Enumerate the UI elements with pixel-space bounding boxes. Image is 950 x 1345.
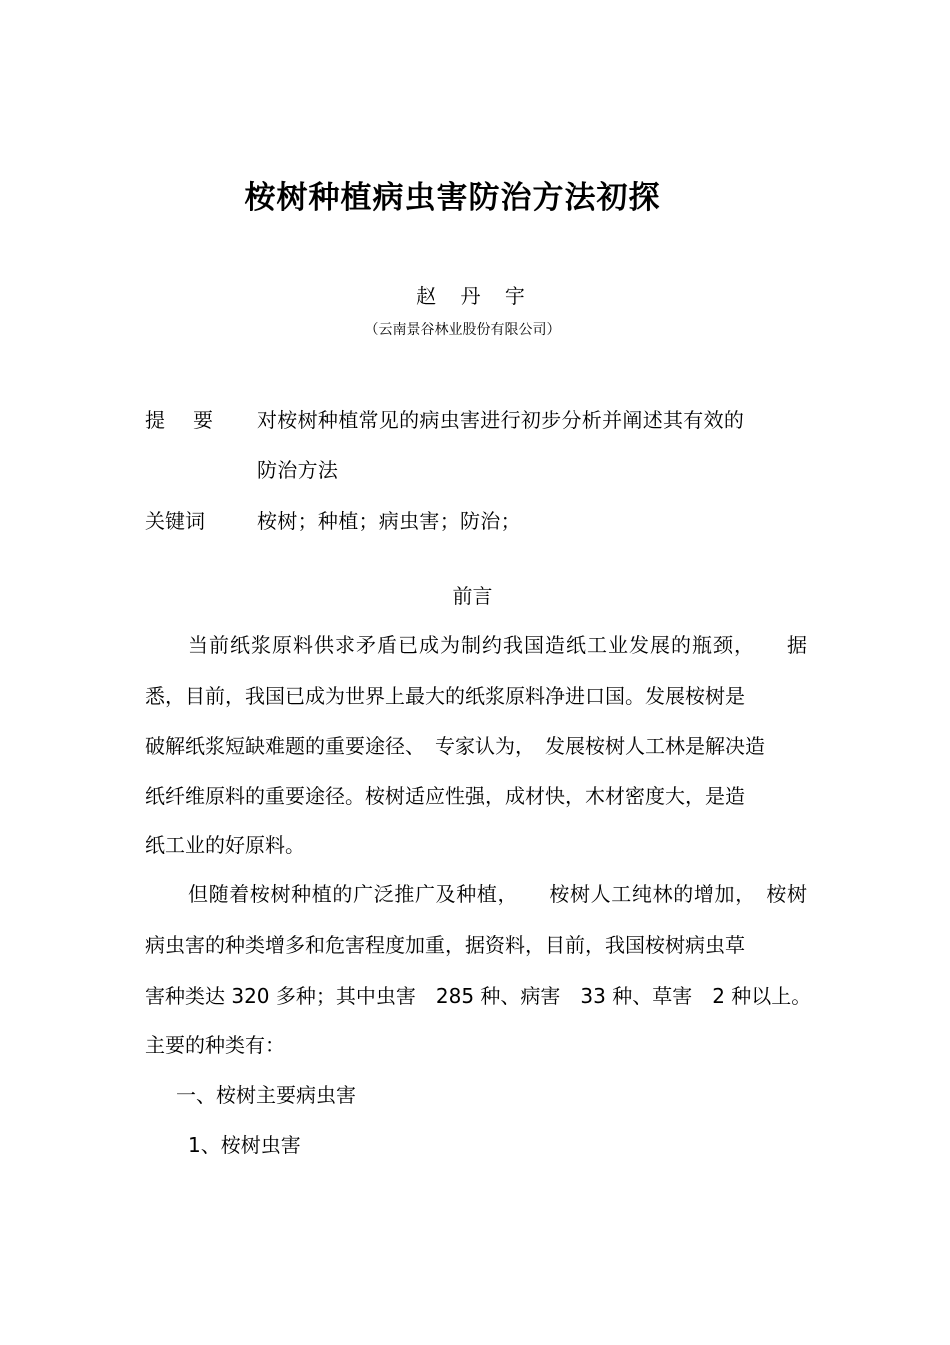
preface-para1-line-3: 破解纸浆短缺难题的重要途径、 专家认为， 发展桉树人工林是解决造 <box>145 734 765 758</box>
abstract-line-1: 对桉树种植常见的病虫害进行初步分析并阐述其有效的 <box>257 408 745 432</box>
preface-para1-line-1: 当前纸浆原料供求矛盾已成为制约我国造纸工业发展的瓶颈， 据 <box>188 633 807 657</box>
section-heading-pests: 一、桉树主要病虫害 <box>176 1083 356 1107</box>
preface-para1-line-4: 纸纤维原料的重要途径。桉树适应性强，成材快，木材密度大，是造 <box>145 784 745 808</box>
document-title: 桉树种植病虫害防治方法初探 <box>244 180 661 216</box>
preface-heading: 前言 <box>452 584 493 608</box>
keywords-label: 关键词 <box>145 509 205 533</box>
abstract-line-2: 防治方法 <box>257 458 339 482</box>
preface-para2-line-4: 主要的种类有： <box>145 1033 285 1057</box>
preface-para2-line-3: 害种类达 320 多种；其中虫害 285 种、病害 33 种、草害 2 种以上。 <box>145 984 812 1008</box>
subsection-heading-insects: 1、桉树虫害 <box>188 1133 301 1157</box>
preface-para2-line-2: 病虫害的种类增多和危害程度加重，据资料，目前，我国桉树病虫草 <box>145 933 745 957</box>
preface-para1-line-2: 悉，目前，我国已成为世界上最大的纸浆原料净进口国。发展桉树是 <box>145 684 745 708</box>
abstract-label: 提要 <box>145 408 241 432</box>
author-name: 赵 丹 宇 <box>416 284 534 308</box>
preface-para2-line-1: 但随着桉树种植的广泛推广及种植， 桉树人工纯林的增加， 桉树 <box>188 882 807 906</box>
preface-para1-line-5: 纸工业的好原料。 <box>145 833 305 857</box>
keywords-text: 桉树；种植；病虫害；防治； <box>257 509 521 533</box>
author-affiliation: （云南景谷林业股份有限公司） <box>364 322 561 338</box>
